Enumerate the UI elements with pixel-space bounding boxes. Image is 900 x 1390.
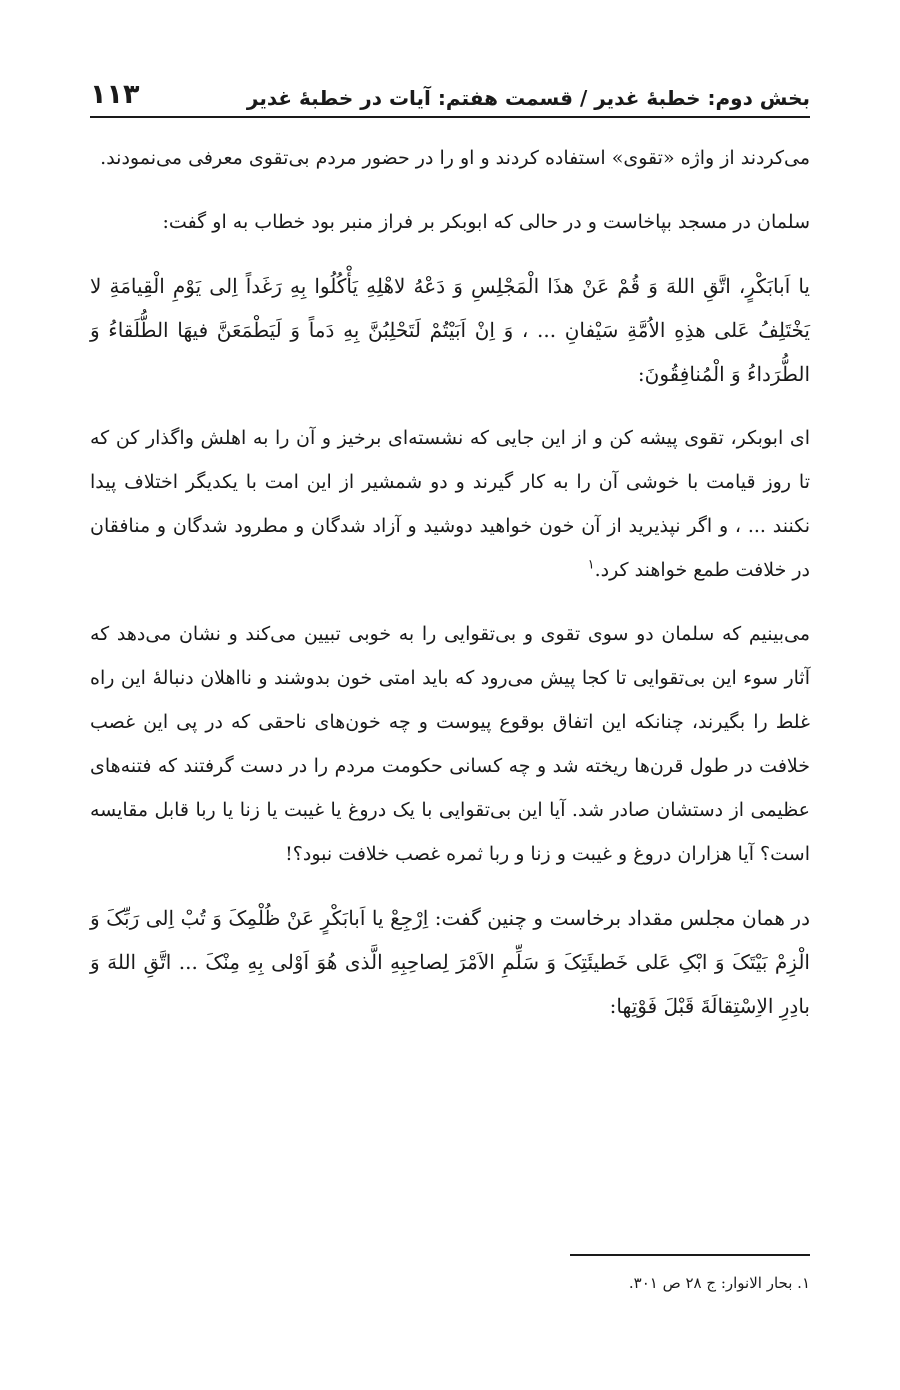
footnote: ۱. بحار الانوار: ج ۲۸ ص ۳۰۱.: [628, 1274, 810, 1292]
book-page: [90, 60, 810, 1048]
page-header: [90, 60, 810, 118]
footnote-marker: ۱: [587, 557, 595, 573]
translation-text: ای ابوبکر، تقوی پیشه کن و از این جایی که نشسته‌ای برخیز و آن را به اهلش واگذار کن که تا روز قیامت با خوشی آن را به کار گیرند و دو شمشیر از این امت با یکدیگر اختلاف پیدا نکنند ... ، و اگر نپذیرید از آن خون خواهید دوشید و آزاد شدگان و مطرود شدگان و منافقان در خلافت طمع خواهند کرد.: [90, 427, 810, 581]
page-body: [90, 136, 810, 1028]
paragraph-analysis: می‌بینیم که سلمان دو سوی تقوی و بی‌تقوایی را به خوبی تبیین می‌کند و نشان می‌دهد که آثار سوء این بی‌تقوایی تا کجا پیش می‌رود که باید امتی خون بدوشند و نااهلان دنبالهٔ این راه غلط را بگیرند، چنانکه این اتفاق بوقوع پیوست و چه خون‌های ناحقی که در پی این غصب خلافت در طول قرن‌ها ریخته شد و چه کسانی حکومت مردم را در دست گرفتند که فتنه‌های عظیمی از دستشان صادر شد. آیا این بی‌تقوایی با یک دروغ یا غیبت یا زنا یا ربا قابل مقایسه است؟ آیا هزاران دروغ و غیبت و زنا و ربا ثمره غصب خلافت نبود؟!: [90, 623, 810, 865]
footnote-divider: [570, 1254, 810, 1256]
arabic-quote-salman: یا اَبابَکْرٍ، اتَّقِ اللهَ وَ قُمْ عَنْ هذَا الْمَجْلِسِ وَ دَعْهُ لاهْلِهِ یَأْکُلُوا بِهِ رَغَداً اِلی یَوْمِ الْقِیامَةِ لا یَخْتَلِفُ عَلی هذِهِ الاُمَّةِ سَیْفانِ ... ، وَ اِنْ اَبَیْتُمْ لَتَحْلِبُنَّ بِهِ دَماً وَ لَیَطْمَعَنَّ فیهَا الطُّلَقاءُ وَ الطُّرَداءُ وَ الْمُنافِقُونَ:: [90, 274, 810, 386]
running-head: بخش دوم: خطبهٔ غدیر / قسمت هفتم: آیات در خطبهٔ غدیر: [246, 86, 810, 110]
page-number: ۱۱۳: [90, 79, 140, 110]
paragraph-2: سلمان در مسجد بپاخاست و در حالی که ابوبکر بر فراز منبر بود خطاب به او گفت:: [162, 211, 810, 233]
paragraph-1: می‌کردند از واژه «تقوی» استفاده کردند و او را در حضور مردم بی‌تقوی معرفی می‌نمودند.: [100, 147, 810, 169]
paragraph-miqdad: در همان مجلس مقداد برخاست و چنین گفت: اِرْجِعْ یا اَبابَکْرٍ عَنْ ظُلْمِکَ وَ تُبْ اِلی رَبِّکَ وَ الْزِمْ بَیْتَکَ وَ ابْکِ عَلی خَطیئَتِکَ وَ سَلِّمِ الاَمْرَ لِصاحِبِهِ الَّذی هُوَ اَوْلی بِهِ مِنْکَ ... اتَّقِ اللهَ وَ بادِرِ الاِسْتِقالَةَ قَبْلَ فَوْتِها:: [90, 906, 810, 1018]
paragraph-translation: [90, 416, 810, 592]
